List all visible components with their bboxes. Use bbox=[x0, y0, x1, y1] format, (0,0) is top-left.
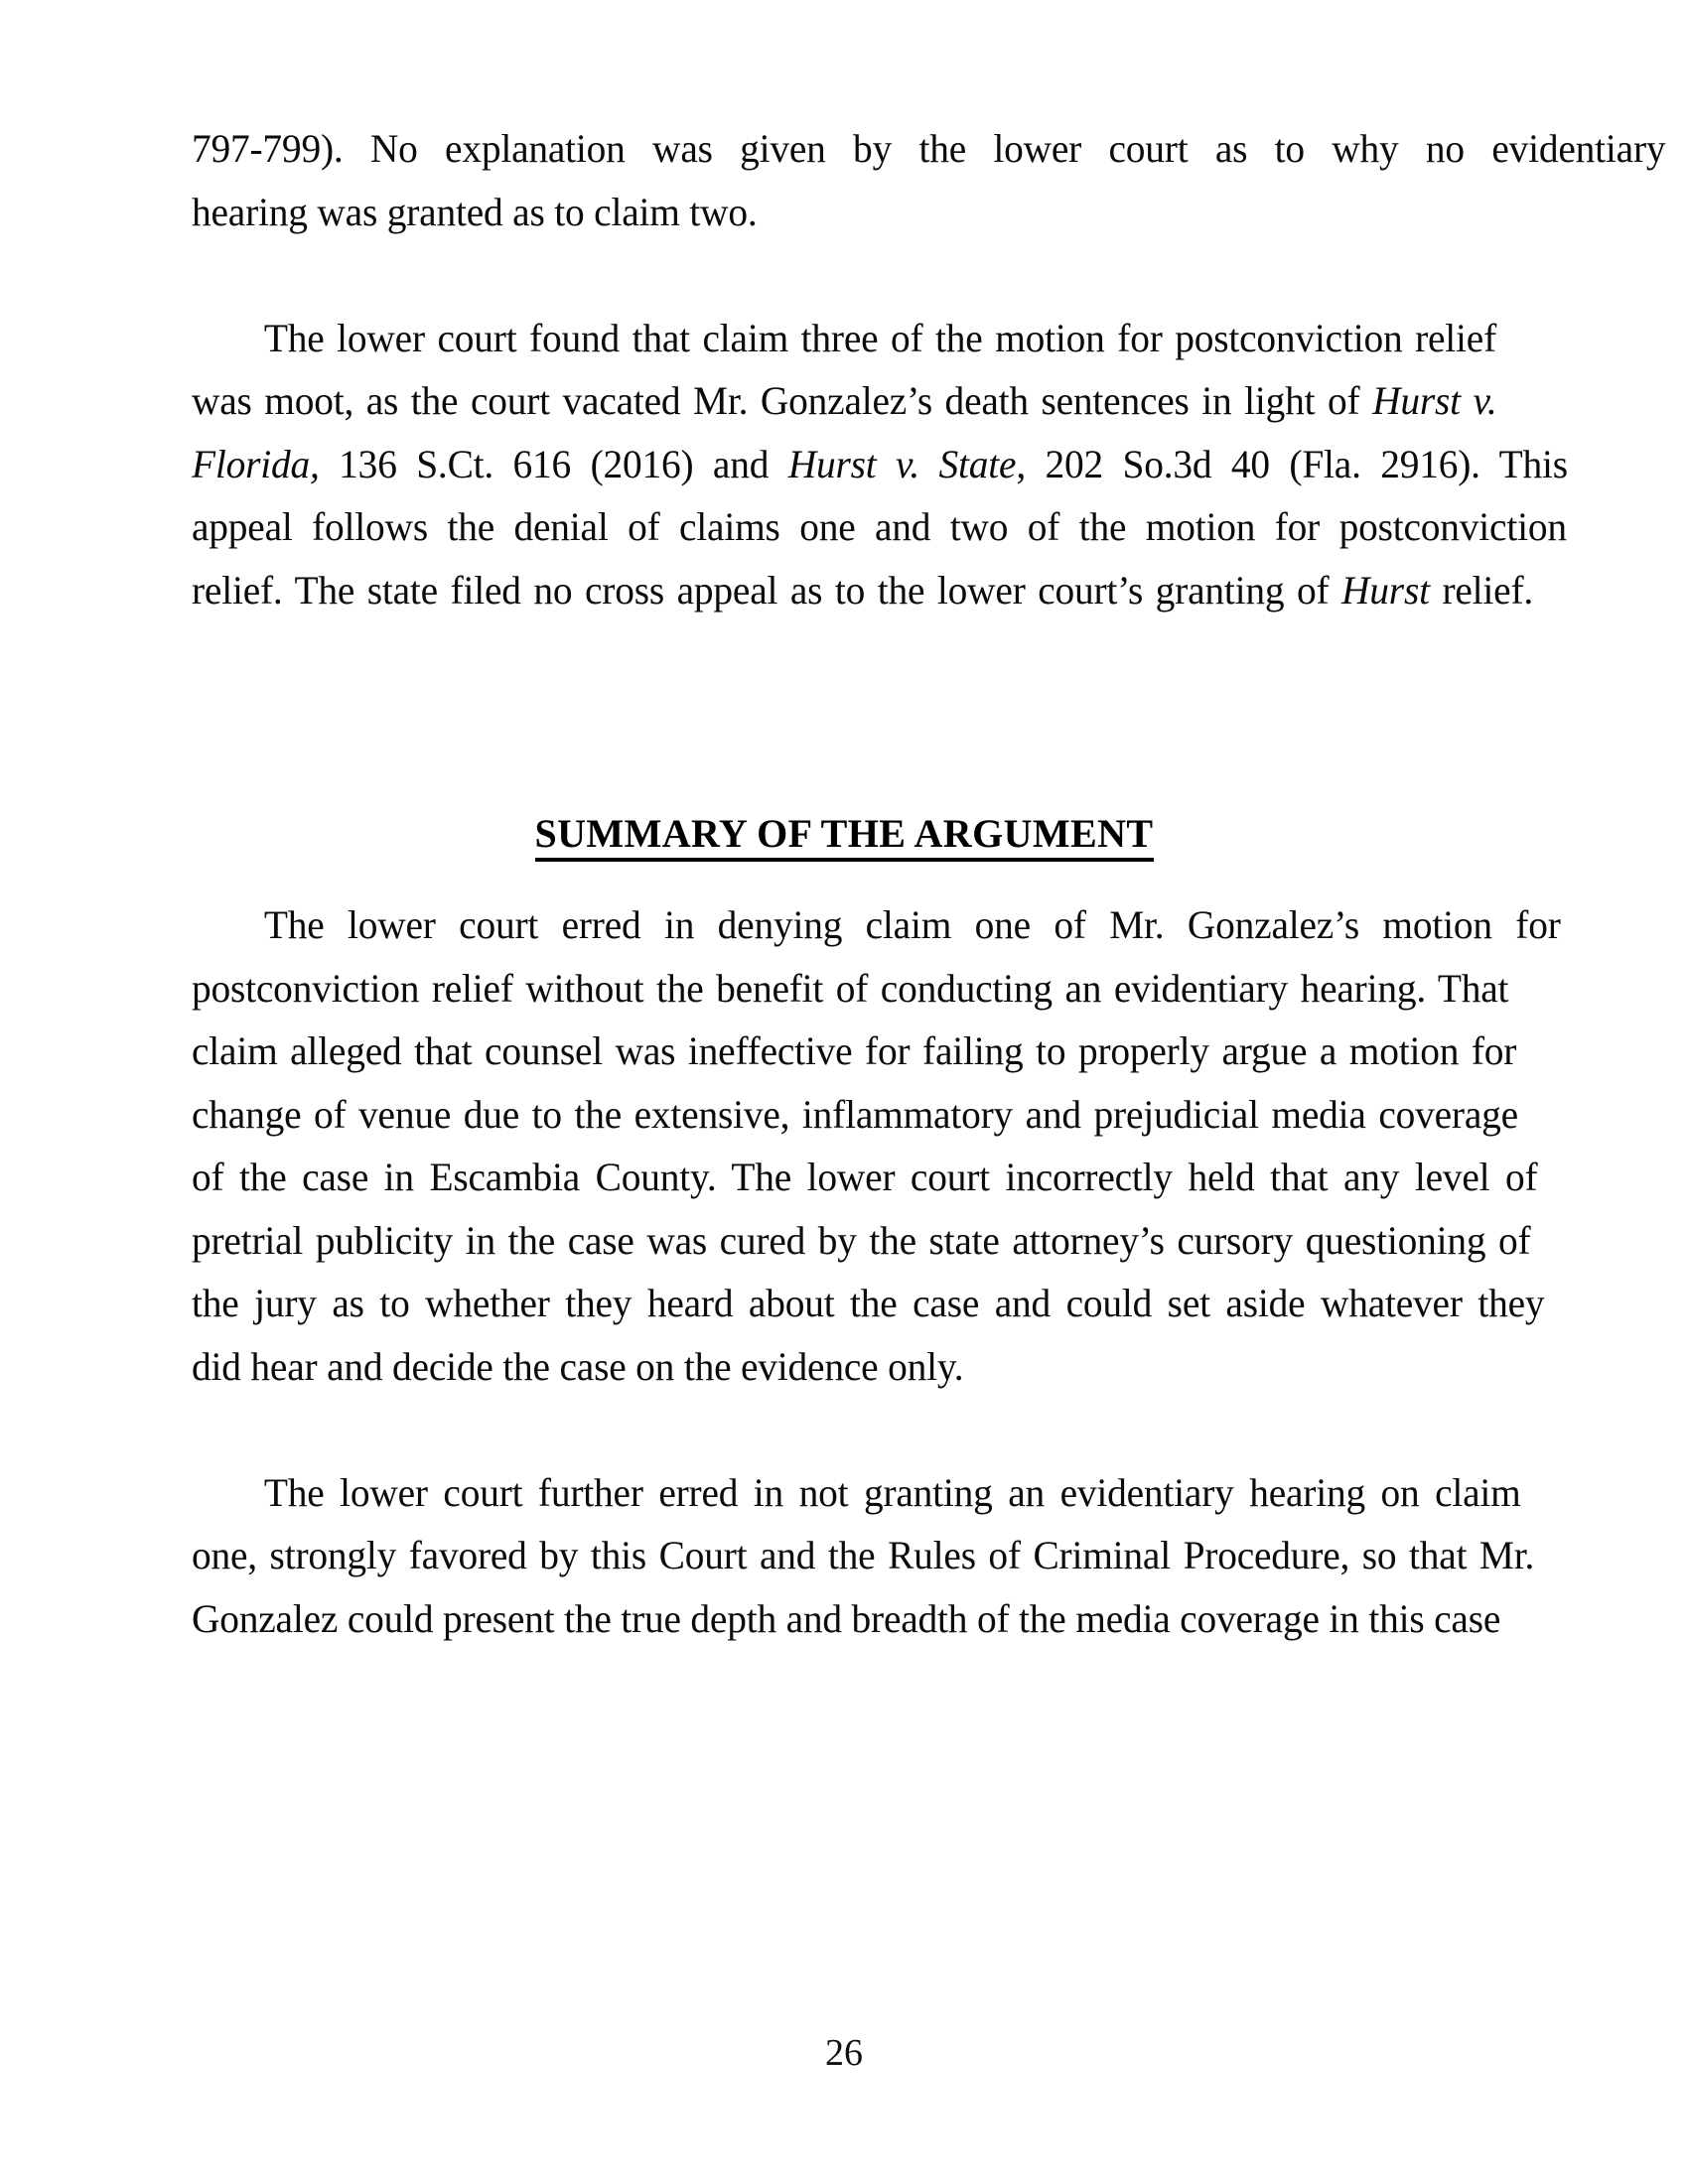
text-line bbox=[192, 1461, 1521, 1525]
text-line: the jury as to whether they heard about the case and could set aside whatever they bbox=[192, 1281, 1545, 1325]
paragraph-gap bbox=[192, 243, 1478, 307]
text-line: pretrial publicity in the case was cured by the state attorney’s cursory questioning of bbox=[192, 1217, 1531, 1263]
case-citation-italic: Hurst v. State bbox=[787, 441, 1017, 486]
case-citation-italic: Hurst v. bbox=[1372, 378, 1497, 423]
text-run: was moot, as the court vacated Mr. Gonzalez’s death sentences in light of bbox=[192, 378, 1373, 423]
text-line bbox=[192, 433, 1568, 496]
case-citation-italic: Florida, bbox=[192, 441, 320, 486]
summary-text-column bbox=[192, 893, 1561, 1650]
case-citation-italic: Hurst bbox=[1341, 567, 1430, 613]
text-run: The lower court found that claim three of the motion for postconviction relief bbox=[263, 315, 1497, 360]
text-run: The lower court erred in denying claim one of Mr. Gonzalez’s motion for bbox=[263, 902, 1561, 947]
paragraph-gap bbox=[192, 1398, 1478, 1461]
text-line bbox=[192, 369, 1497, 433]
text-line: change of venue due to the extensive, inflammatory and prejudicial media coverage bbox=[192, 1091, 1518, 1137]
text-line: appeal follows the denial of claims one and two of the motion for postconviction bbox=[192, 504, 1567, 549]
text-line: hearing was granted as to claim two. bbox=[192, 189, 758, 234]
text-line bbox=[192, 559, 1534, 622]
text-line bbox=[192, 307, 1497, 370]
text-line: one, strongly favored by this Court and the Rules of Criminal Procedure, so that Mr. bbox=[192, 1533, 1535, 1577]
page-number: 26 bbox=[825, 2032, 863, 2074]
text-run: relief. bbox=[1429, 567, 1534, 613]
section-heading-label: SUMMARY OF THE ARGUMENT bbox=[535, 812, 1154, 862]
text-line bbox=[192, 893, 1561, 957]
text-line: postconviction relief without the benefit of conducting an evidentiary hearing. That bbox=[192, 965, 1509, 1011]
text-line: claim alleged that counsel was ineffective for failing to properly argue a motion for bbox=[192, 1028, 1517, 1073]
text-run: The lower court further erred in not granting an evidentiary hearing on claim bbox=[263, 1469, 1521, 1515]
text-run: 136 S.Ct. 616 (2016) and bbox=[319, 441, 788, 486]
text-line: of the case in Escambia County. The lower court incorrectly held that any level of bbox=[192, 1155, 1538, 1199]
text-line: did hear and decide the case on the evidence only. bbox=[192, 1343, 964, 1389]
text-line: Gonzalez could present the true depth and breadth of the media coverage in this case bbox=[192, 1595, 1501, 1641]
body-text-column bbox=[192, 117, 1666, 621]
text-line: 797-799). No explanation was given by the lower court as to why no evidentiary bbox=[192, 126, 1666, 171]
text-run: , 202 So.3d 40 (Fla. 2916). This bbox=[1016, 441, 1568, 486]
text-run: relief. The state filed no cross appeal as to the lower court’s granting of bbox=[192, 567, 1342, 613]
section-heading bbox=[0, 812, 1688, 862]
